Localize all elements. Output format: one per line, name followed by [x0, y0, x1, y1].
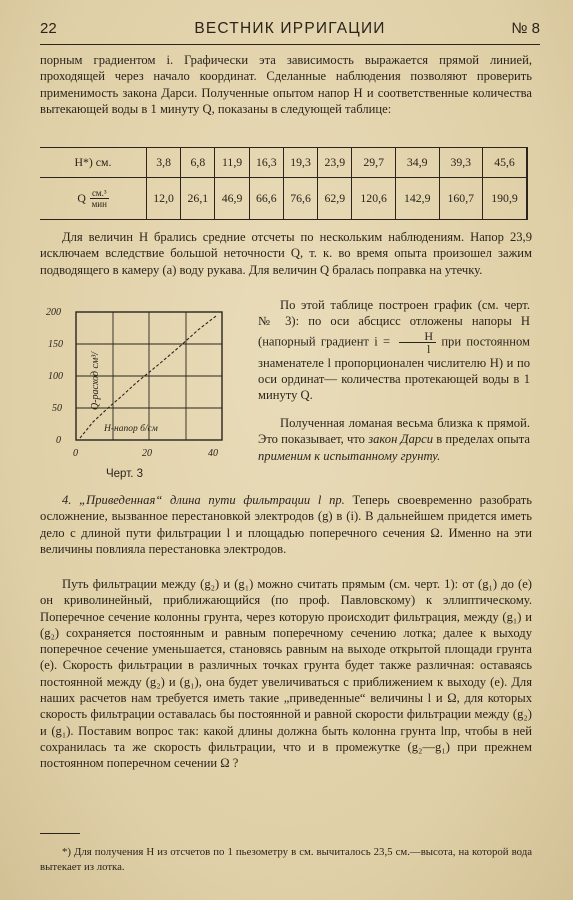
data-table	[40, 147, 528, 220]
after-table-paragraph: Для величин H брались средние отсчеты по нескольким наблюдениям. Напор 23,9 исключаем вследствие большой неточности Q, т. к. во время опыта произошел зажим подводящего в камеру (а) воду рукава. Для величин Q бралась поправка на утечку.	[40, 230, 532, 277]
darcy-conclusion	[258, 415, 530, 464]
table-cell: 23,9	[318, 148, 352, 178]
conclusion-start: Полученная ломаная весьма близка к прямой. Это показывает, что	[258, 416, 530, 447]
darcy-graph	[38, 300, 238, 460]
table-cell: 142,9	[395, 178, 439, 219]
table-cell: 11,9	[215, 148, 249, 178]
x-axis-label: H-напор б/см	[104, 424, 158, 434]
y-tick-label: 200	[46, 307, 61, 318]
y-tick-label: 50	[52, 403, 62, 414]
table-row-q	[40, 178, 527, 219]
table-cell: 76,6	[283, 178, 317, 219]
issue-number: № 8	[511, 20, 540, 37]
x-tick-label: 20	[142, 448, 152, 459]
footnote-rule	[40, 833, 80, 834]
journal-title: ВЕСТНИК ИРРИГАЦИИ	[194, 20, 386, 37]
section-4-text: Теперь своевременно разобрать осложнение, вызванное перестановкой электродов (g) в (i). В дальнейшем придется иметь дело с длиной пути фильтрации l и площадью поперечного сечения Ω. Именно на эти величины повлияла перестановка электродов.	[40, 493, 532, 556]
applicability-emphasis: применим к испытанному грунту.	[258, 448, 441, 463]
table-cell: 62,9	[318, 178, 352, 219]
table-cell: 66,6	[249, 178, 283, 219]
table-cell: 26,1	[181, 178, 215, 219]
q-unit-numerator: см.³	[91, 188, 107, 199]
row-label-q	[40, 178, 147, 219]
table-cell: 3,8	[147, 148, 181, 178]
graph-labels	[46, 307, 218, 459]
x-tick-label: 0	[73, 448, 78, 459]
table-cell: 19,3	[283, 148, 317, 178]
footnote: *) Для получения H из отсчетов по 1 пьезометру в см. вычиталось 23,5 см.—высота, на которой вода вытекает из лотка.	[40, 846, 532, 873]
graph-desc-start: По этой таблице построен график (см. черт. № 3): по оси абсцисс отложены напоры H (напорный градиент i =	[258, 298, 530, 348]
table-cell: 12,0	[147, 178, 181, 219]
row-label-h: H*) см.	[40, 148, 147, 178]
table-cell: 120,6	[352, 178, 396, 219]
table-cell: 29,7	[352, 148, 396, 178]
graph-desc-end: при постоянном знаменателе l пропорционален числителю H) и по оси ординат— количества протекающей воды в 1 минуту Q.	[258, 333, 530, 403]
figure-caption: Черт. 3	[106, 468, 143, 480]
table-cell: 16,3	[249, 148, 283, 178]
q-unit	[90, 188, 109, 209]
table-cell: 160,7	[439, 178, 483, 219]
y-tick-label: 150	[48, 339, 63, 350]
filtration-paragraph: Путь фильтрации между (g₂) и (g₁) можно считать прямым (см. черт. 1): от (g₁) до (e) он криволинейный, приближающийся (по проф. Павловскому) к эллиптическому. Поперечное сечение колонны грунта, через которую происходит фильтрация, между (g₁) и (g₂) сохраняется постоянным и равным поперечному сечению лотка; далее к выходу поперечное сечение уменьшается, становясь равным на выходе открытой площади грунта (e). Скорость фильтрации в различных точках грунта будет также различная: оставаясь постоянной между (g₂) и (g₁), она будет увеличиваться с приближением к выходу (e). Для наших расчетов нам требуется иметь такие „приведенные“ величины l и Ω, для которых скорость фильтрации оставалась бы постоянной и равной скорости фильтрации между (g₂) и (g₁). Поставим вопрос так: какой длины должна быть колонна грунта lпр, чтобы в ней сохранилась та же скорость фильтрации, что и в промежутке (g₂—g₁) при прежнем постоянном поперечном сечении Ω ?	[40, 577, 532, 771]
table-cell: 45,6	[483, 148, 527, 178]
table-cell: 34,9	[395, 148, 439, 178]
y-tick-label: 100	[48, 371, 63, 382]
fraction-numerator: H	[399, 330, 436, 343]
intro-paragraph: порным градиентом i. Графически эта зависимость выражается прямой линией, проходящей через начало координат. Сделанные наблюдения позволяют проверить применимость закона Дарси. Полученные опытом напор H и соответственные количества вытекающей воды в 1 минуту Q, показаны в следующей таблице:	[40, 53, 532, 116]
page-header	[40, 18, 540, 44]
q-unit-denominator: мин	[91, 199, 107, 210]
x-tick-label: 40	[208, 448, 218, 459]
section-4-paragraph	[40, 492, 532, 557]
darcy-law-emphasis: закон Дарси	[368, 432, 434, 447]
section-4-heading: 4. „Приведенная“ длина пути фильтрации l пр.	[62, 493, 345, 507]
graph-description	[258, 297, 530, 403]
header-rule	[40, 44, 540, 45]
q-symbol: Q	[77, 191, 86, 206]
y-axis-label: Q-расход см³/	[90, 351, 101, 410]
table-cell: 46,9	[215, 178, 249, 219]
table-row-head	[40, 148, 527, 178]
conclusion-mid: в пределах опыта	[436, 432, 530, 447]
table-cell: 6,8	[181, 148, 215, 178]
table-cell: 39,3	[439, 148, 483, 178]
y-tick-label: 0	[56, 435, 61, 446]
fraction-denominator: l	[427, 341, 431, 356]
page-number: 22	[40, 20, 57, 37]
table-cell: 190,9	[483, 178, 527, 219]
gradient-fraction	[399, 330, 436, 355]
